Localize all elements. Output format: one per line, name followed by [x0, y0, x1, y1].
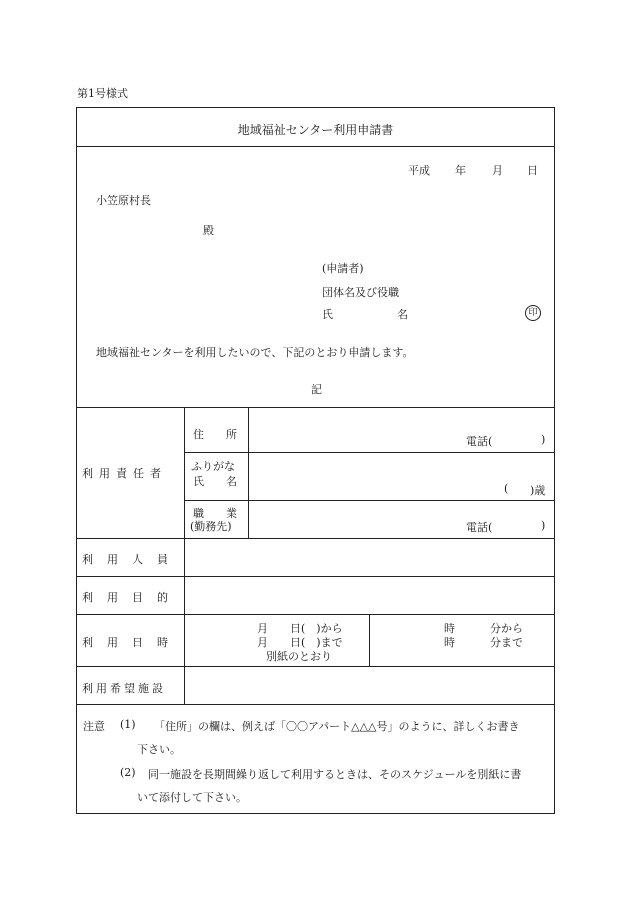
persons-label: 利用人員 [82, 553, 182, 566]
age-close: )歳 [530, 484, 546, 497]
row-divider [76, 614, 555, 615]
notes-heading: 注意 [83, 720, 105, 733]
form-title: 地域福祉センター利用申請書 [237, 123, 394, 137]
applicant-org-position: 団体名及び役職 [322, 286, 399, 299]
name-label: 氏 [193, 475, 204, 488]
name-label: 名 [226, 475, 237, 488]
phone-label: 電話( [466, 521, 493, 534]
datetime-column-divider [369, 614, 370, 666]
row-divider [184, 452, 555, 453]
date-year: 年 [455, 164, 466, 177]
row-divider [76, 576, 555, 577]
occupation-label: 業 [226, 507, 237, 520]
sublabel-column-divider [248, 407, 249, 538]
note-text: 同一施設を長期間繰り返して利用するときは、そのスケジュールを別紙に書 [148, 768, 522, 781]
datetime-label: 利用日時 [82, 636, 182, 649]
occupation-label: 職 [193, 507, 204, 520]
address-label: 所 [226, 428, 237, 441]
time-from-hour: 時 [444, 622, 455, 635]
address-label: 住 [193, 428, 204, 441]
note-number: (1) [120, 718, 136, 731]
title-divider [76, 146, 555, 147]
date-era: 平成 [408, 164, 430, 177]
applicant-name-label: 氏 [322, 308, 333, 321]
application-form [76, 107, 555, 814]
note-text: 下さい。 [137, 743, 181, 756]
intro-text: 地域福祉センターを利用したいので、下記のとおり申請します。 [96, 346, 414, 359]
phone-close: ) [541, 519, 546, 532]
phone-label: 電話( [466, 435, 493, 448]
date-from: 月 日( )から [257, 622, 343, 635]
label-column-divider [184, 407, 185, 704]
date-day: 日 [527, 164, 538, 177]
row-divider [184, 500, 555, 501]
header-divider [76, 407, 555, 408]
row-divider [76, 666, 555, 667]
date-separate-sheet: 別紙のとおり [266, 650, 332, 663]
furigana-label: ふりがな [191, 460, 235, 473]
purpose-label: 利用目的 [82, 591, 182, 604]
seal-mark: 印 [525, 305, 541, 321]
time-from-minute: 分から [490, 622, 523, 635]
workplace-label: (勤務先) [190, 520, 232, 533]
time-to-minute: 分まで [490, 636, 523, 649]
time-to-hour: 時 [444, 636, 455, 649]
facility-label: 利用希望施設 [82, 682, 166, 695]
form-number: 第1号様式 [77, 87, 128, 100]
phone-close: ) [541, 433, 546, 446]
note-number: (2) [120, 766, 136, 779]
row-divider [76, 704, 555, 705]
date-to: 月 日( )まで [257, 636, 343, 649]
honorific: 殿 [203, 224, 214, 237]
responsible-label: 利用責任者 [82, 467, 167, 480]
note-text: 「住所」の欄は、例えば「〇〇アパート△△△号」のように、詳しくお書き [154, 720, 520, 733]
ki-mark: 記 [311, 383, 322, 396]
row-divider [76, 538, 555, 539]
applicant-name-label: 名 [397, 308, 408, 321]
age-open: ( [504, 482, 509, 495]
recipient: 小笠原村長 [96, 194, 151, 207]
applicant-label: (申請者) [322, 262, 364, 275]
date-month: 月 [492, 164, 503, 177]
note-text: いて添付して下さい。 [137, 791, 247, 804]
